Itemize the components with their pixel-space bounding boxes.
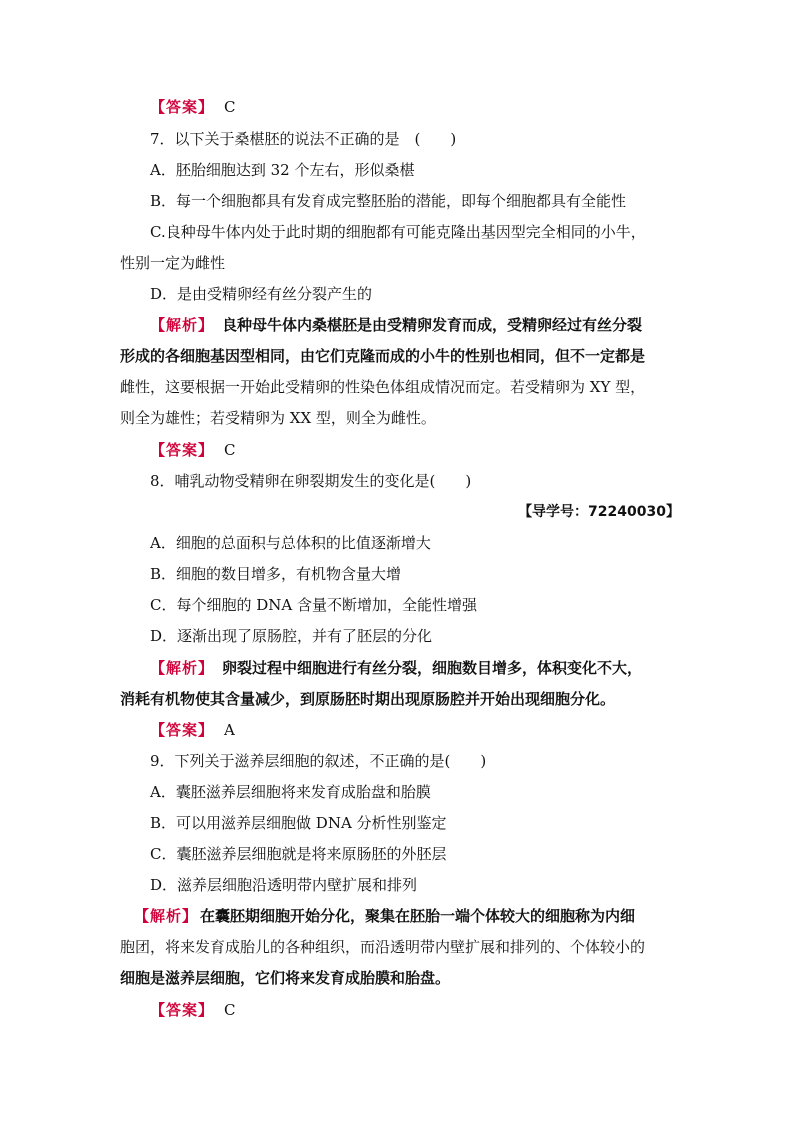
solution-text: 良种母牛体内桑椹胚是由受精卵发育而成，受精卵经过有丝分裂: [222, 316, 643, 334]
answer-value: C: [224, 98, 236, 116]
option-b: B．细胞的数目增多，有机物含量大增: [150, 565, 402, 583]
solution-text: 形成的各细胞基因型相同，由它们克隆而成的小牛的性别也相同，但不一定都是: [120, 347, 646, 365]
option-a: A．胚胎细胞达到 32 个左右，形似桑椹: [150, 161, 415, 179]
option-d: D．滋养层细胞沿透明带内壁扩展和排列: [150, 876, 418, 894]
question-stem: 7．以下关于桑椹胚的说法不正确的是 ( ): [150, 130, 457, 148]
answer-value: C: [224, 441, 236, 459]
solution-tag: 【解析】: [134, 907, 199, 925]
option-c: C.良种母牛体内处于此时期的细胞都有可能克隆出基因型完全相同的小牛，: [150, 223, 646, 241]
option-a: A．细胞的总面积与总体积的比值逐渐增大: [150, 534, 431, 552]
answer-tag: 【答案】: [150, 98, 215, 116]
solution-text: 在囊胚期细胞开始分化，聚集在胚胎一端个体较大的细胞称为内细: [200, 907, 636, 925]
option-b: B．每一个细胞都具有发育成完整胚胎的潜能，即每个细胞都具有全能性: [150, 192, 627, 210]
answer-tag: 【答案】: [150, 721, 215, 739]
answer-line: [150, 999, 236, 1021]
option-b: B．可以用滋养层细胞做 DNA 分析性别鉴定: [150, 814, 447, 832]
solution-text: 胞团，将来发育成胎儿的各种组织，而沿透明带内壁扩展和排列的、个体较小的: [120, 938, 646, 956]
answer-line: [150, 96, 236, 118]
option-c: C．囊胚滋养层细胞就是将来原肠胚的外胚层: [150, 845, 447, 863]
option-a: A．囊胚滋养层细胞将来发育成胎盘和胎膜: [150, 783, 431, 801]
answer-tag: 【答案】: [150, 441, 215, 459]
solution-line: [150, 657, 642, 679]
question-stem: 8．哺乳动物受精卵在卵裂期发生的变化是( ): [150, 472, 472, 490]
answer-value: C: [224, 1001, 236, 1019]
solution-text: 卵裂过程中细胞进行有丝分裂，细胞数目增多，体积变化不大，: [222, 659, 643, 677]
option-c: C．每个细胞的 DNA 含量不断增加，全能性增强: [150, 596, 477, 614]
solution-line: [150, 314, 642, 336]
option-d: D．逐渐出现了原肠腔，并有了胚层的分化: [150, 627, 433, 645]
answer-line: [150, 719, 235, 741]
option-d: D．是由受精卵经有丝分裂产生的: [150, 285, 373, 303]
answer-line: [150, 439, 236, 461]
solution-tag: 【解析】: [150, 659, 215, 677]
guide-number: 【导学号：72240030】: [518, 504, 680, 520]
document-page: [120, 0, 680, 1123]
question-stem: 9．下列关于滋养层细胞的叙述，不正确的是( ): [150, 752, 487, 770]
solution-text: 则全为雄性；若受精卵为 XX 型，则全为雌性。: [120, 409, 436, 427]
solution-line: [134, 905, 635, 927]
solution-text: 消耗有机物使其含量减少，到原肠胚时期出现原肠腔并开始出现细胞分化。: [120, 690, 616, 708]
solution-tag: 【解析】: [150, 316, 215, 334]
solution-text: 细胞是滋养层细胞，它们将来发育成胎膜和胎盘。: [120, 969, 451, 987]
answer-tag: 【答案】: [150, 1001, 215, 1019]
option-c-continued: 性别一定为雌性: [120, 254, 226, 272]
solution-text: 雌性，这要根据一开始此受精卵的性染色体组成情况而定。若受精卵为 XY 型，: [120, 378, 646, 396]
answer-value: A: [224, 721, 235, 739]
